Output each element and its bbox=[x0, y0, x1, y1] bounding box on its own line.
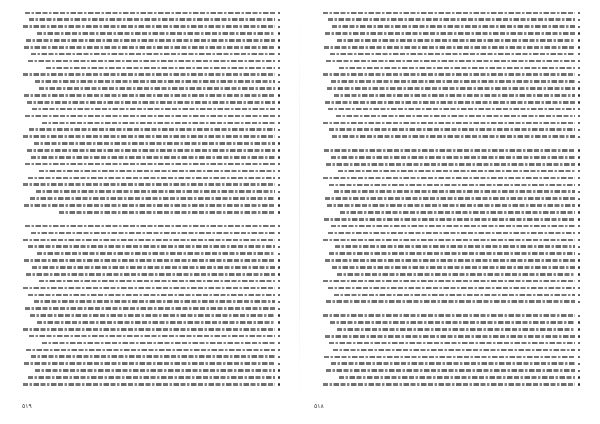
text-line-ink bbox=[28, 294, 275, 297]
text-line bbox=[22, 106, 280, 112]
text-line-ink bbox=[25, 307, 275, 310]
text-line bbox=[22, 388, 280, 390]
text-line bbox=[318, 148, 580, 154]
text-line-ink bbox=[31, 156, 275, 159]
text-line bbox=[22, 141, 280, 147]
text-line-ink bbox=[28, 60, 275, 63]
text-line-ink bbox=[26, 273, 275, 276]
text-line-ink bbox=[326, 60, 575, 63]
text-line bbox=[318, 347, 580, 353]
text-line-ink bbox=[330, 53, 575, 56]
text-line-ink bbox=[333, 349, 575, 352]
text-line bbox=[318, 361, 580, 367]
text-line-ink bbox=[29, 18, 275, 21]
text-line bbox=[22, 285, 280, 291]
text-line-ink bbox=[28, 177, 275, 180]
text-line-ink bbox=[323, 73, 575, 76]
text-line bbox=[318, 58, 580, 64]
text-line-ink bbox=[323, 314, 575, 317]
text-line-ink bbox=[23, 287, 275, 290]
text-line bbox=[22, 326, 280, 332]
text-line-ink bbox=[329, 252, 575, 255]
text-line bbox=[318, 230, 580, 236]
text-line bbox=[22, 292, 280, 298]
text-line bbox=[22, 120, 280, 126]
text-line bbox=[318, 161, 580, 167]
text-line bbox=[318, 216, 580, 222]
text-line bbox=[318, 51, 580, 57]
text-line bbox=[318, 223, 580, 229]
text-line-ink bbox=[324, 356, 575, 359]
left-page-number: ٥١٩ bbox=[22, 403, 32, 410]
text-line bbox=[318, 44, 580, 50]
text-line-ink bbox=[330, 321, 575, 324]
text-line-ink bbox=[328, 18, 575, 21]
text-line bbox=[22, 31, 280, 37]
text-line-ink bbox=[37, 252, 275, 255]
text-line bbox=[22, 230, 280, 236]
text-line bbox=[22, 175, 280, 181]
text-line-ink bbox=[34, 142, 275, 145]
text-line bbox=[22, 79, 280, 85]
text-line bbox=[318, 38, 580, 44]
text-line bbox=[318, 65, 580, 71]
text-line bbox=[22, 86, 280, 92]
text-line-ink bbox=[328, 108, 575, 111]
text-line-ink bbox=[323, 280, 575, 283]
text-line bbox=[22, 72, 280, 78]
text-line bbox=[22, 113, 280, 119]
text-line bbox=[318, 333, 580, 339]
text-line bbox=[22, 320, 280, 326]
text-line bbox=[318, 99, 580, 105]
text-line-ink bbox=[324, 218, 575, 221]
text-line-ink bbox=[24, 46, 275, 49]
text-line-ink bbox=[23, 383, 275, 386]
text-line bbox=[318, 113, 580, 119]
text-line bbox=[22, 10, 280, 16]
text-line bbox=[318, 196, 580, 202]
text-line bbox=[22, 265, 280, 271]
text-line-ink bbox=[27, 101, 275, 104]
text-line-ink bbox=[337, 328, 575, 331]
text-line-ink bbox=[23, 73, 275, 76]
text-line bbox=[318, 327, 580, 333]
text-line bbox=[22, 196, 280, 202]
text-line-ink bbox=[36, 190, 275, 193]
text-line bbox=[22, 258, 280, 264]
text-line bbox=[318, 210, 580, 216]
text-line bbox=[318, 203, 580, 209]
text-line bbox=[318, 189, 580, 195]
text-line bbox=[22, 203, 280, 209]
text-line bbox=[318, 278, 580, 284]
text-line-ink bbox=[24, 94, 275, 97]
text-line-ink bbox=[24, 259, 275, 262]
text-line-ink bbox=[332, 135, 575, 138]
text-line-ink bbox=[328, 232, 575, 235]
text-line-ink bbox=[334, 294, 575, 297]
text-line-ink bbox=[26, 39, 275, 42]
text-line-ink bbox=[323, 239, 575, 242]
text-line-ink bbox=[331, 156, 575, 159]
text-line bbox=[318, 258, 580, 264]
text-line-ink bbox=[31, 53, 275, 56]
text-line-ink bbox=[28, 245, 275, 248]
text-line bbox=[318, 244, 580, 250]
text-line-ink bbox=[325, 32, 575, 35]
text-line bbox=[22, 58, 280, 64]
text-line bbox=[318, 251, 580, 257]
text-line bbox=[22, 354, 280, 360]
text-line-ink bbox=[331, 80, 575, 83]
text-line-ink bbox=[336, 115, 575, 118]
text-line-ink bbox=[46, 67, 275, 70]
text-line-ink bbox=[337, 273, 575, 276]
text-line bbox=[318, 72, 580, 78]
text-line-ink bbox=[329, 342, 575, 345]
text-line-ink bbox=[39, 280, 275, 283]
text-line-ink bbox=[29, 128, 275, 131]
text-line-ink bbox=[328, 287, 575, 290]
text-line bbox=[318, 292, 580, 298]
text-line bbox=[318, 237, 580, 243]
text-line bbox=[318, 86, 580, 92]
text-line bbox=[318, 299, 580, 305]
text-line bbox=[318, 93, 580, 99]
text-line bbox=[22, 271, 280, 277]
text-line-ink bbox=[331, 362, 575, 365]
text-line bbox=[318, 368, 580, 374]
text-line bbox=[22, 24, 280, 30]
text-line bbox=[22, 361, 280, 367]
text-line bbox=[22, 134, 280, 140]
text-line-ink bbox=[323, 383, 575, 386]
text-line bbox=[318, 354, 580, 360]
text-line-ink bbox=[32, 108, 275, 111]
text-line-ink bbox=[331, 225, 575, 228]
text-line bbox=[22, 340, 280, 346]
text-line bbox=[22, 189, 280, 195]
text-line bbox=[22, 168, 280, 174]
text-line-ink bbox=[334, 94, 575, 97]
text-line-ink bbox=[337, 39, 575, 42]
text-line bbox=[22, 251, 280, 257]
text-line bbox=[22, 148, 280, 154]
text-line-ink bbox=[338, 170, 575, 173]
text-line-ink bbox=[323, 122, 575, 125]
text-line bbox=[318, 31, 580, 37]
text-line-ink bbox=[34, 300, 275, 303]
text-line-ink bbox=[24, 362, 275, 365]
text-line-ink bbox=[42, 122, 275, 125]
text-line bbox=[318, 168, 580, 174]
text-line bbox=[22, 209, 280, 215]
text-line-ink bbox=[25, 115, 275, 118]
text-line-ink bbox=[26, 349, 275, 352]
right-page bbox=[300, 0, 600, 424]
text-line-ink bbox=[28, 376, 275, 379]
text-line-ink bbox=[325, 259, 575, 262]
right-page-number: ٥١٨ bbox=[314, 403, 324, 410]
stanza-gap bbox=[318, 306, 580, 313]
text-line-ink bbox=[35, 369, 275, 372]
text-line-ink bbox=[29, 335, 275, 338]
text-line bbox=[22, 375, 280, 381]
text-line-ink bbox=[332, 266, 575, 269]
text-line-ink bbox=[329, 184, 575, 187]
text-line-ink bbox=[25, 12, 275, 15]
text-line-ink bbox=[35, 80, 275, 83]
text-line-ink bbox=[327, 87, 575, 90]
text-line bbox=[318, 17, 580, 23]
text-line-ink bbox=[23, 135, 275, 138]
text-line-ink bbox=[30, 197, 275, 200]
text-line bbox=[318, 79, 580, 85]
text-line bbox=[22, 244, 280, 250]
text-line bbox=[22, 93, 280, 99]
left-page-text bbox=[22, 10, 280, 390]
text-line bbox=[22, 368, 280, 374]
text-line bbox=[318, 382, 580, 388]
text-line-ink bbox=[23, 183, 275, 186]
text-line bbox=[318, 106, 580, 112]
text-line bbox=[318, 375, 580, 381]
text-line-ink bbox=[324, 46, 575, 49]
stanza-gap bbox=[22, 216, 280, 223]
text-line bbox=[318, 24, 580, 30]
text-line bbox=[22, 44, 280, 50]
text-line-ink bbox=[24, 204, 275, 207]
text-line-ink bbox=[340, 211, 575, 214]
text-line bbox=[22, 313, 280, 319]
text-line-ink bbox=[23, 25, 275, 28]
text-line-ink bbox=[326, 369, 575, 372]
text-line bbox=[22, 306, 280, 312]
text-line-ink bbox=[323, 177, 575, 180]
text-line bbox=[318, 134, 580, 140]
text-line bbox=[318, 10, 580, 16]
text-line bbox=[22, 38, 280, 44]
text-line-ink bbox=[334, 190, 575, 193]
text-line-ink bbox=[31, 232, 275, 235]
text-line-ink bbox=[37, 32, 275, 35]
text-line bbox=[318, 120, 580, 126]
text-line-ink bbox=[42, 342, 275, 345]
text-line bbox=[318, 313, 580, 319]
text-line-ink bbox=[31, 355, 275, 358]
text-line bbox=[22, 127, 280, 133]
text-line-ink bbox=[25, 225, 275, 228]
text-line bbox=[22, 278, 280, 284]
text-line-ink bbox=[39, 87, 275, 90]
text-line-ink bbox=[59, 211, 275, 214]
text-line bbox=[22, 223, 280, 229]
text-line bbox=[318, 320, 580, 326]
text-line-ink bbox=[327, 204, 575, 207]
text-line-ink bbox=[23, 239, 275, 242]
text-line bbox=[318, 388, 580, 390]
text-line bbox=[22, 237, 280, 243]
text-line-ink bbox=[37, 321, 275, 324]
text-line bbox=[318, 265, 580, 271]
text-line bbox=[318, 127, 580, 133]
text-line bbox=[22, 347, 280, 353]
text-line bbox=[22, 51, 280, 57]
text-line bbox=[22, 182, 280, 188]
right-page-text bbox=[318, 10, 580, 390]
text-line-ink bbox=[329, 128, 575, 131]
text-line-ink bbox=[332, 25, 575, 28]
text-line-ink bbox=[25, 163, 275, 166]
text-line-ink bbox=[30, 314, 275, 317]
text-line bbox=[318, 175, 580, 181]
text-line bbox=[22, 161, 280, 167]
text-line-ink bbox=[39, 170, 275, 173]
text-line bbox=[318, 155, 580, 161]
text-line-ink bbox=[325, 101, 575, 104]
text-line-ink bbox=[326, 163, 575, 166]
text-line-ink bbox=[27, 149, 275, 152]
text-line-ink bbox=[324, 149, 575, 152]
text-line-ink bbox=[323, 12, 575, 15]
text-line bbox=[22, 381, 280, 387]
text-line-ink bbox=[325, 197, 575, 200]
text-line bbox=[318, 182, 580, 188]
text-line-ink bbox=[335, 245, 575, 248]
text-line bbox=[318, 271, 580, 277]
text-line bbox=[22, 299, 280, 305]
text-line-ink bbox=[32, 266, 275, 269]
text-line bbox=[318, 340, 580, 346]
text-line bbox=[22, 17, 280, 23]
text-line bbox=[22, 99, 280, 105]
text-line-ink bbox=[23, 328, 275, 331]
text-line bbox=[22, 65, 280, 71]
text-line-ink bbox=[339, 67, 575, 70]
text-line bbox=[22, 154, 280, 160]
text-line-ink bbox=[325, 335, 575, 338]
text-line-ink bbox=[339, 376, 575, 379]
stanza-gap bbox=[318, 141, 580, 148]
text-line-ink bbox=[326, 300, 575, 303]
text-line bbox=[22, 333, 280, 339]
text-line bbox=[318, 285, 580, 291]
